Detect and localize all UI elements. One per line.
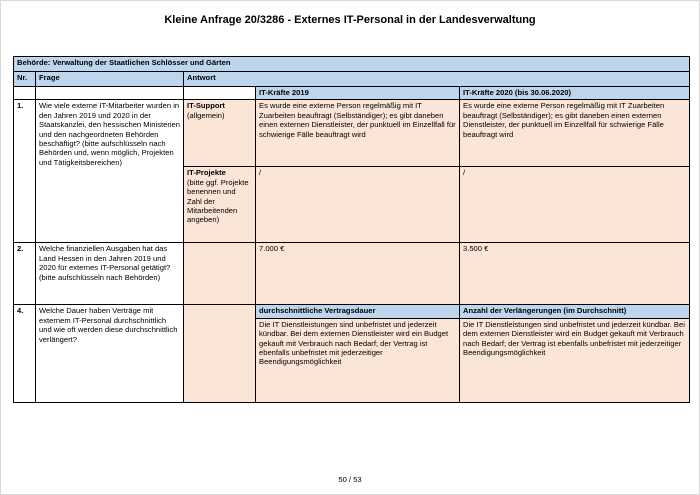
q4-answer-2020-cell: Die IT Dienstleistungen sind unbefristet und jederzeit kündbar. Bei dem externen Dienstleister wird ein Budget gekauft mit Verbrauch nach Bedarf; der Vertrag ist ebenfalls unbefristet mit jederzeitiger Beendigungsmöglichkeit bbox=[460, 318, 690, 402]
q4-label-cell bbox=[184, 305, 256, 402]
q1-projekte-label-cell bbox=[184, 167, 256, 243]
q1-projekte-label-note: (bitte ggf. Projekte benennen und Zahl der Mitarbeitenden angeben) bbox=[187, 177, 249, 225]
question-1-support-row bbox=[14, 100, 690, 167]
q1-support-label-note: (allgemein) bbox=[187, 110, 225, 120]
behoerde-header-cell: Behörde: Verwaltung der Staatlichen Schlösser und Gärten bbox=[14, 57, 690, 72]
q1-support-answer-2020-cell: Es wurde eine externe Person regelmäßig mit IT Zuarbeiten beauftragt (Selbständiger); es gibt daneben einen externen Dienstleister, der punktuell im Einzellfall für schwierige Fälle beauftragt wird bbox=[460, 100, 690, 167]
q1-support-answer-2019-cell: Es wurde eine externe Person regelmäßig mit IT Zuarbeiten beauftragt (Selbständiger); es gibt daneben einen externen Dienstleister, der punktuell im Einzellfall für schwierige Fälle beauftragt wird bbox=[256, 100, 460, 167]
anfrage-table bbox=[13, 56, 690, 403]
q2-answer-2019-cell: 7.000 € bbox=[256, 243, 460, 305]
empty-cell bbox=[36, 87, 184, 100]
question-4-header-row bbox=[14, 305, 690, 318]
col-header-nr: Nr. bbox=[14, 72, 36, 87]
q2-label-cell bbox=[184, 243, 256, 305]
q4-nr-cell: 4. bbox=[14, 305, 36, 402]
q4-answer-2019-cell: Die IT Dienstleistungen sind unbefristet und jederzeit kündbar. Bei dem externen Dienstleister wird ein Budget gekauft mit Verbrauch nach Bedarf; der Vertrag ist ebenfalls unbefristet mit jederzeitiger Beendigungsmöglichkeit bbox=[256, 318, 460, 402]
q1-projekte-answer-2019-cell: / bbox=[256, 167, 460, 243]
q1-projekte-answer-2020-cell: / bbox=[460, 167, 690, 243]
col-header-frage: Frage bbox=[36, 72, 184, 87]
q4-subheader-vertragsdauer: durchschnittliche Vertragsdauer bbox=[256, 305, 460, 318]
empty-cell bbox=[14, 87, 36, 100]
col-header-antwort: Antwort bbox=[184, 72, 690, 87]
q2-nr-cell: 2. bbox=[14, 243, 36, 305]
col-header-it2020: IT-Kräfte 2020 (bis 30.06.2020) bbox=[460, 87, 690, 100]
empty-cell bbox=[184, 87, 256, 100]
q1-nr-cell: 1. bbox=[14, 100, 36, 243]
q1-projekte-label-title: IT-Projekte bbox=[187, 168, 226, 178]
col-header-it2019: IT-Kräfte 2019 bbox=[256, 87, 460, 100]
year-header-row bbox=[14, 87, 690, 100]
column-header-row bbox=[14, 72, 690, 87]
behoerde-header-row bbox=[14, 57, 690, 72]
q2-answer-2020-cell: 3.500 € bbox=[460, 243, 690, 305]
q1-support-label-title: IT-Support bbox=[187, 101, 225, 111]
q4-frage-cell: Welche Dauer haben Verträge mit externem IT-Personal durchschnittlich und wie oft werden diese durchschnittlich verlängert? bbox=[36, 305, 184, 402]
page-title: Kleine Anfrage 20/3286 - Externes IT-Personal in der Landesverwaltung bbox=[164, 14, 536, 26]
q4-subheader-verlaengerungen: Anzahl der Verlängerungen (im Durchschnitt) bbox=[460, 305, 690, 318]
page-number: 50 / 53 bbox=[338, 475, 362, 484]
question-2-row bbox=[14, 243, 690, 305]
q1-support-label-cell bbox=[184, 100, 256, 167]
q1-frage-cell: Wie viele externe IT-Mitarbeiter wurden in den Jahren 2019 und 2020 in der Staatskanzlei, den hessischen Ministerien und den nachgeordneten Behörden beschäftigt? (bitte aufschlüsseln nach Behörden und, wenn möglich, Projekten und Tätigkeitsbereichen) bbox=[36, 100, 184, 243]
q2-frage-cell: Welche finanziellen Ausgaben hat das Land Hessen in den Jahren 2019 und 2020 für externes IT-Personal getätigt? (bitte aufschlüsseln nach Behörden) bbox=[36, 243, 184, 305]
